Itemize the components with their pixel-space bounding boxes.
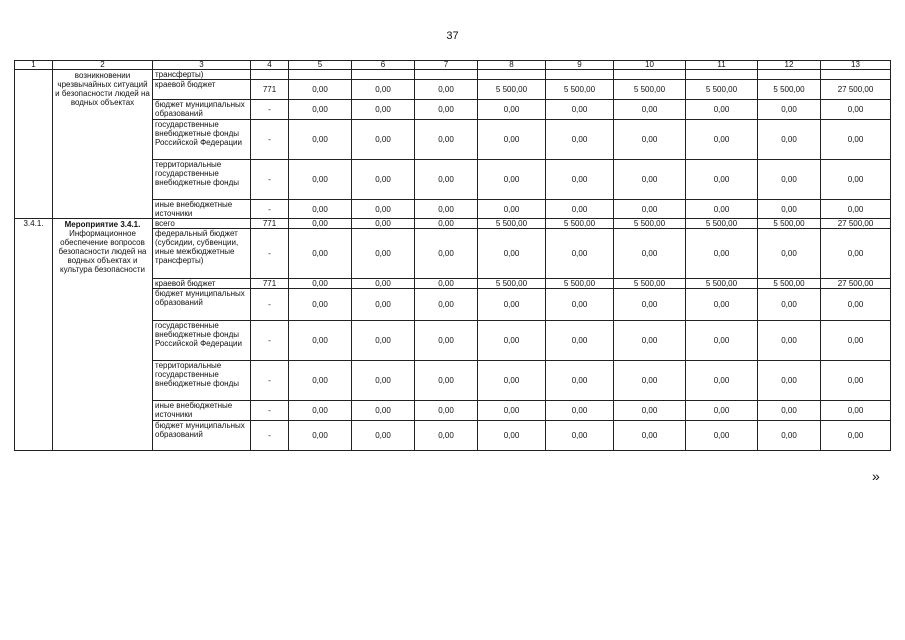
column-header: 4 — [251, 61, 289, 70]
funding-source: федеральный бюджет (субсидии, субвенции, иные межбюджетные трансферты) — [153, 229, 251, 279]
column-header: 3 — [153, 61, 251, 70]
closing-quote-mark: » — [872, 468, 880, 484]
value-cell: 0,00 — [758, 289, 821, 321]
value-cell: 27 500,00 — [821, 80, 891, 100]
value-cell: 0,00 — [415, 279, 478, 289]
value-cell: 0,00 — [758, 321, 821, 361]
budget-code: - — [251, 401, 289, 421]
budget-code: - — [251, 229, 289, 279]
value-cell: 0,00 — [289, 200, 352, 219]
budget-code: - — [251, 289, 289, 321]
page-number: 37 — [446, 30, 459, 42]
value-cell: 5 500,00 — [478, 219, 546, 229]
value-cell: 0,00 — [686, 421, 758, 451]
value-cell: 0,00 — [352, 421, 415, 451]
value-cell: 0,00 — [614, 100, 686, 120]
value-cell: 5 500,00 — [758, 219, 821, 229]
value-cell — [614, 70, 686, 80]
value-cell: 0,00 — [415, 361, 478, 401]
value-cell: 0,00 — [614, 120, 686, 160]
value-cell: 0,00 — [614, 321, 686, 361]
funding-source: всего — [153, 219, 251, 229]
value-cell: 0,00 — [352, 120, 415, 160]
value-cell: 0,00 — [352, 401, 415, 421]
value-cell: 0,00 — [478, 229, 546, 279]
item-number-cell — [15, 219, 53, 451]
value-cell: 0,00 — [686, 289, 758, 321]
value-cell: 0,00 — [352, 200, 415, 219]
value-cell: 5 500,00 — [478, 80, 546, 100]
value-cell: 0,00 — [614, 421, 686, 451]
table-body — [15, 61, 891, 451]
table-row — [15, 70, 891, 80]
value-cell: 0,00 — [415, 160, 478, 200]
value-cell — [352, 70, 415, 80]
funding-source: государственные внебюджетные фонды Российской Федерации — [153, 120, 251, 160]
value-cell: 0,00 — [415, 321, 478, 361]
value-cell: 0,00 — [821, 160, 891, 200]
value-cell: 0,00 — [614, 289, 686, 321]
column-header: 13 — [821, 61, 891, 70]
value-cell: 5 500,00 — [758, 279, 821, 289]
value-cell: 0,00 — [478, 361, 546, 401]
column-header: 7 — [415, 61, 478, 70]
value-cell: 0,00 — [686, 321, 758, 361]
value-cell: 0,00 — [821, 401, 891, 421]
value-cell: 5 500,00 — [546, 219, 614, 229]
column-header: 1 — [15, 61, 53, 70]
budget-code: 771 — [251, 80, 289, 100]
value-cell: 0,00 — [758, 229, 821, 279]
value-cell: 0,00 — [289, 229, 352, 279]
value-cell: 0,00 — [289, 279, 352, 289]
value-cell: 0,00 — [415, 219, 478, 229]
value-cell: 0,00 — [352, 80, 415, 100]
value-cell: 0,00 — [415, 421, 478, 451]
value-cell: 0,00 — [758, 100, 821, 120]
value-cell: 5 500,00 — [614, 219, 686, 229]
value-cell: 0,00 — [686, 229, 758, 279]
budget-code: - — [251, 200, 289, 219]
value-cell: 0,00 — [352, 279, 415, 289]
value-cell: 0,00 — [821, 289, 891, 321]
value-cell: 0,00 — [352, 321, 415, 361]
funding-source: бюджет муниципальных образований — [153, 421, 251, 451]
value-cell: 0,00 — [821, 229, 891, 279]
value-cell: 5 500,00 — [546, 80, 614, 100]
value-cell: 0,00 — [546, 200, 614, 219]
value-cell: 0,00 — [758, 160, 821, 200]
value-cell: 0,00 — [546, 160, 614, 200]
value-cell: 0,00 — [758, 421, 821, 451]
value-cell: 0,00 — [686, 100, 758, 120]
value-cell: 0,00 — [546, 321, 614, 361]
column-header: 10 — [614, 61, 686, 70]
value-cell: 0,00 — [614, 160, 686, 200]
funding-source: иные внебюджетные источники — [153, 200, 251, 219]
column-header: 11 — [686, 61, 758, 70]
value-cell: 0,00 — [614, 361, 686, 401]
column-header: 8 — [478, 61, 546, 70]
value-cell: 5 500,00 — [758, 80, 821, 100]
value-cell: 0,00 — [614, 401, 686, 421]
value-cell: 5 500,00 — [686, 219, 758, 229]
value-cell — [289, 70, 352, 80]
value-cell: 0,00 — [478, 160, 546, 200]
column-header: 5 — [289, 61, 352, 70]
value-cell: 0,00 — [686, 401, 758, 421]
value-cell: 0,00 — [546, 361, 614, 401]
value-cell: 0,00 — [415, 100, 478, 120]
item-name-cell — [53, 219, 153, 451]
value-cell: 0,00 — [289, 289, 352, 321]
item-name-cell — [53, 70, 153, 219]
value-cell: 0,00 — [546, 120, 614, 160]
value-cell: 0,00 — [352, 219, 415, 229]
value-cell: 0,00 — [758, 200, 821, 219]
value-cell: 5 500,00 — [614, 80, 686, 100]
value-cell: 0,00 — [758, 120, 821, 160]
value-cell: 5 500,00 — [546, 279, 614, 289]
value-cell — [478, 70, 546, 80]
column-header: 9 — [546, 61, 614, 70]
value-cell: 27 500,00 — [821, 219, 891, 229]
value-cell: 0,00 — [821, 361, 891, 401]
value-cell: 5 500,00 — [686, 279, 758, 289]
value-cell: 0,00 — [546, 229, 614, 279]
value-cell: 5 500,00 — [686, 80, 758, 100]
value-cell: 0,00 — [546, 100, 614, 120]
funding-source: территориальные государственные внебюджетные фонды — [153, 361, 251, 401]
budget-code: - — [251, 421, 289, 451]
value-cell: 0,00 — [821, 120, 891, 160]
value-cell: 0,00 — [289, 321, 352, 361]
value-cell: 0,00 — [352, 229, 415, 279]
funding-source: государственные внебюджетные фонды Российской Федерации — [153, 321, 251, 361]
budget-code: - — [251, 321, 289, 361]
value-cell: 0,00 — [478, 289, 546, 321]
value-cell: 0,00 — [478, 200, 546, 219]
value-cell: 0,00 — [821, 321, 891, 361]
value-cell: 0,00 — [758, 401, 821, 421]
value-cell: 0,00 — [821, 100, 891, 120]
value-cell: 0,00 — [686, 200, 758, 219]
value-cell — [415, 70, 478, 80]
funding-source: территориальные государственные внебюджетные фонды — [153, 160, 251, 200]
item-number: 3.4.1. — [23, 219, 44, 228]
value-cell: 0,00 — [478, 421, 546, 451]
budget-code: 771 — [251, 219, 289, 229]
value-cell: 0,00 — [289, 100, 352, 120]
column-header: 12 — [758, 61, 821, 70]
item-title: Мероприятие 3.4.1. — [64, 220, 141, 229]
budget-code: 771 — [251, 279, 289, 289]
value-cell: 0,00 — [686, 120, 758, 160]
value-cell — [758, 70, 821, 80]
value-cell: 0,00 — [478, 120, 546, 160]
value-cell: 0,00 — [415, 120, 478, 160]
value-cell: 0,00 — [415, 80, 478, 100]
value-cell: 0,00 — [478, 401, 546, 421]
value-cell: 0,00 — [289, 219, 352, 229]
value-cell: 5 500,00 — [614, 279, 686, 289]
budget-code — [251, 70, 289, 80]
budget-code: - — [251, 160, 289, 200]
value-cell: 0,00 — [289, 160, 352, 200]
value-cell: 0,00 — [478, 321, 546, 361]
value-cell: 0,00 — [758, 361, 821, 401]
funding-source: краевой бюджет — [153, 279, 251, 289]
value-cell: 0,00 — [478, 100, 546, 120]
value-cell: 0,00 — [289, 421, 352, 451]
value-cell — [686, 70, 758, 80]
funding-source: краевой бюджет — [153, 80, 251, 100]
value-cell: 0,00 — [614, 229, 686, 279]
value-cell: 0,00 — [415, 401, 478, 421]
value-cell: 0,00 — [546, 401, 614, 421]
value-cell: 0,00 — [289, 80, 352, 100]
funding-source: бюджет муниципальных образований — [153, 289, 251, 321]
value-cell: 27 500,00 — [821, 279, 891, 289]
value-cell: 0,00 — [546, 421, 614, 451]
budget-code: - — [251, 100, 289, 120]
value-cell: 0,00 — [415, 289, 478, 321]
column-header-row — [15, 61, 891, 70]
table-row — [15, 219, 891, 229]
value-cell — [546, 70, 614, 80]
value-cell: 0,00 — [289, 120, 352, 160]
value-cell: 0,00 — [289, 361, 352, 401]
value-cell: 0,00 — [821, 200, 891, 219]
value-cell: 0,00 — [686, 361, 758, 401]
column-header: 2 — [53, 61, 153, 70]
item-name: Информационное обеспечение вопросов безопасности людей на водных объектах и культура безопасности — [58, 229, 147, 274]
value-cell: 5 500,00 — [478, 279, 546, 289]
value-cell: 0,00 — [352, 160, 415, 200]
budget-code: - — [251, 361, 289, 401]
item-name: возникновении чрезвычайных ситуаций и безопасности людей на водных объектах — [55, 71, 150, 107]
item-number-cell — [15, 70, 53, 219]
value-cell: 0,00 — [415, 200, 478, 219]
value-cell — [821, 70, 891, 80]
budget-code: - — [251, 120, 289, 160]
value-cell: 0,00 — [546, 289, 614, 321]
column-header: 6 — [352, 61, 415, 70]
value-cell: 0,00 — [352, 100, 415, 120]
value-cell: 0,00 — [821, 421, 891, 451]
funding-source: иные внебюджетные источники — [153, 401, 251, 421]
value-cell: 0,00 — [289, 401, 352, 421]
value-cell: 0,00 — [415, 229, 478, 279]
value-cell: 0,00 — [686, 160, 758, 200]
value-cell: 0,00 — [352, 361, 415, 401]
budget-table — [14, 60, 891, 451]
value-cell: 0,00 — [352, 289, 415, 321]
funding-source: бюджет муниципальных образований — [153, 100, 251, 120]
value-cell: 0,00 — [614, 200, 686, 219]
funding-source: трансферты) — [153, 70, 251, 80]
